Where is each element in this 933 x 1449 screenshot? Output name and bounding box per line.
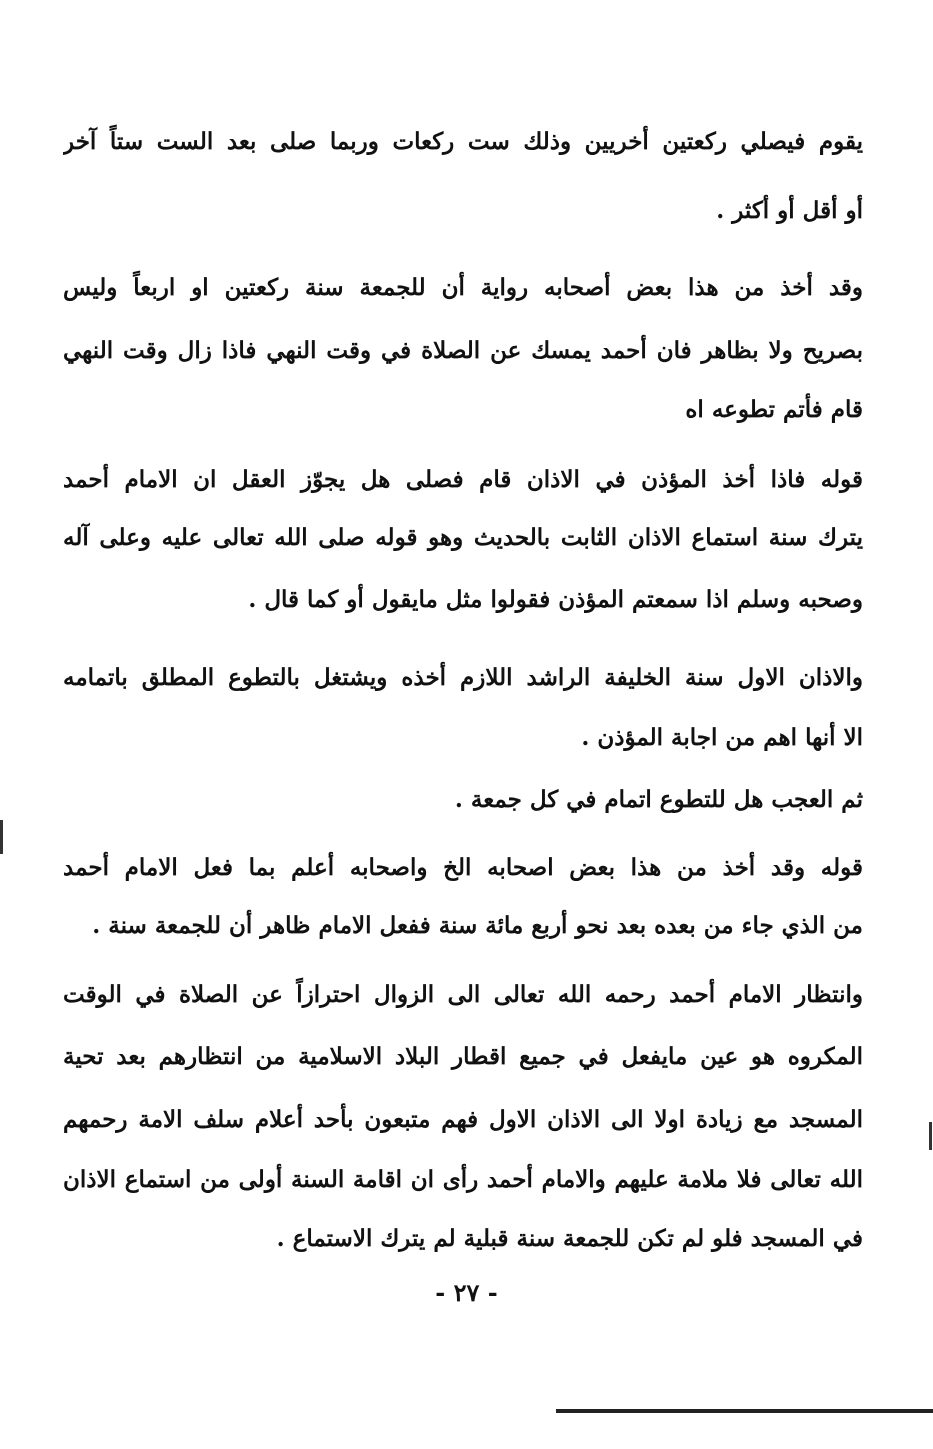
text-line: وانتظار الامام أحمد رحمه الله تعالى الى الزوال احترازاً عن الصلاة في الوقت [63, 981, 863, 1008]
text-line: أو أقل أو أكثر . [716, 197, 863, 224]
text-line: ثم العجب هل للتطوع اتمام في كل جمعة . [454, 786, 863, 813]
scan-edge-rule [556, 1409, 933, 1413]
text-line: المكروه هو عين مايفعل في جميع اقطار البلاد الاسلامية من انتظارهم بعد تحية [63, 1043, 863, 1070]
text-line: وقد أخذ من هذا بعض أصحابه رواية أن للجمعة سنة ركعتين او اربعاً وليس [63, 274, 863, 301]
text-line: يقوم فيصلي ركعتين أخريين وذلك ست ركعات وربما صلى بعد الست ستاً آخر [63, 128, 863, 155]
text-line: يترك سنة استماع الاذان الثابت بالحديث وهو قوله صلى الله تعالى عليه وعلى آله [63, 524, 863, 551]
scan-edge-mark [0, 820, 3, 854]
text-line: وصحبه وسلم اذا سمعتم المؤذن فقولوا مثل مايقول أو كما قال . [248, 586, 863, 613]
text-line: في المسجد فلو لم تكن للجمعة سنة قبلية لم يترك الاستماع . [276, 1225, 863, 1252]
text-line: الله تعالى فلا ملامة عليهم والامام أحمد رأى ان اقامة السنة أولى من استماع الاذان [63, 1166, 863, 1193]
text-line: قام فأتم تطوعه اه [685, 396, 863, 423]
text-line: قوله وقد أخذ من هذا بعض اصحابه الخ واصحابه أعلم بما فعل الامام أحمد [63, 854, 863, 881]
text-line: والاذان الاول سنة الخليفة الراشد اللازم أخذه ويشتغل بالتطوع المطلق باتمامه [63, 664, 863, 691]
text-line: المسجد مع زيادة اولا الى الاذان الاول فهم متبعون بأحد أعلام سلف الامة رحمهم [63, 1106, 863, 1133]
text-line: بصريح ولا بظاهر فان أحمد يمسك عن الصلاة في وقت النهي فاذا زال وقت النهي [63, 337, 863, 364]
text-line: من الذي جاء من بعده بعد نحو أربع مائة سنة ففعل الامام ظاهر أن للجمعة سنة . [92, 912, 863, 939]
page-number: - ٢٧ - [435, 1278, 498, 1307]
scan-edge-mark [929, 1122, 932, 1150]
text-line: قوله فاذا أخذ المؤذن في الاذان قام فصلى هل يجوّز العقل ان الامام أحمد [63, 466, 863, 493]
text-line: الا أنها اهم من اجابة المؤذن . [581, 724, 863, 751]
